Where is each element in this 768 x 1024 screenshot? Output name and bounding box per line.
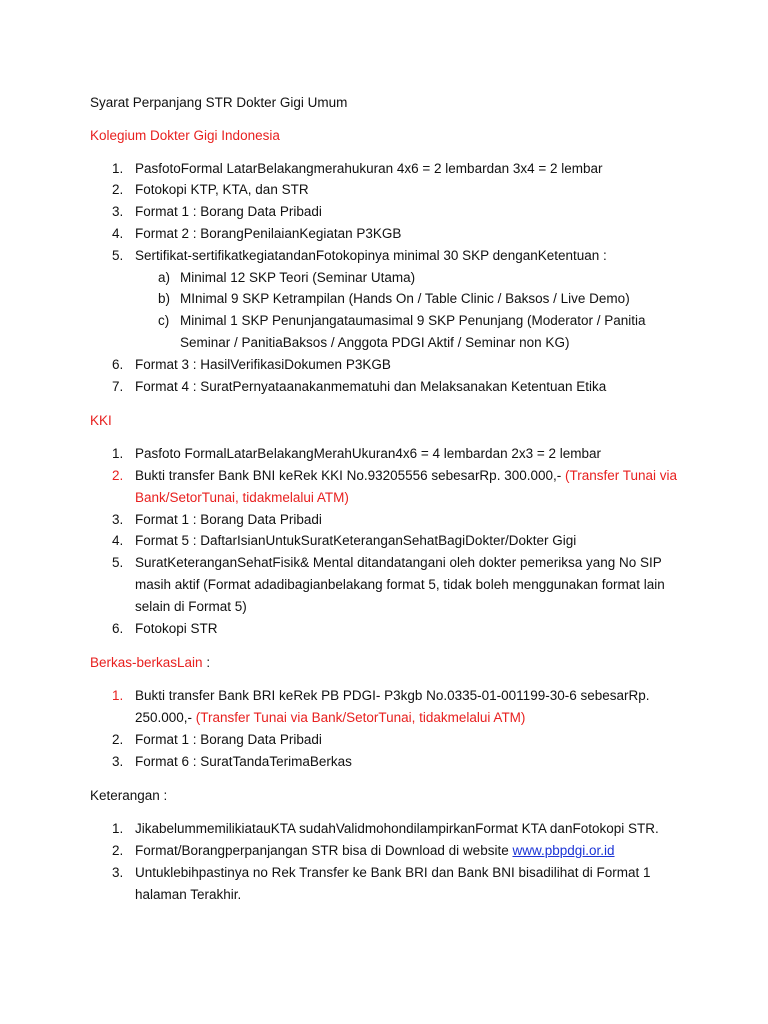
sub-list-item [90, 288, 690, 310]
list-kolegium [90, 158, 690, 398]
item-number: 6. [112, 620, 124, 636]
section-heading-berkas [90, 652, 690, 674]
document-title: Syarat Perpanjang STR Dokter Gigi Umum [90, 95, 348, 110]
list-item [90, 223, 690, 245]
list-item [90, 618, 690, 640]
item-text: Fotokopi STR [135, 620, 218, 636]
list-item [90, 509, 690, 531]
list-item [90, 840, 690, 862]
item-number: 2. [112, 731, 124, 747]
item-text: Fotokopi KTP, KTA, dan STR [135, 182, 309, 198]
item-text: Format 3 : HasilVerifikasiDokumen P3KGB [135, 356, 391, 372]
list-item [90, 552, 690, 617]
item-number: 4. [112, 225, 124, 241]
item-number: 1. [112, 446, 124, 462]
list-item [90, 465, 690, 509]
item-number: 5. [112, 247, 124, 263]
item-text: Format 4 : SuratPernyataanakanmematuhi dan Melaksanakan Ketentuan Etika [135, 378, 607, 394]
item-number: 5. [112, 555, 124, 571]
website-link[interactable]: www.pbpdgi.or.id [512, 842, 615, 858]
sub-item-text: MInimal 9 SKP Ketrampilan (Hands On / Table Clinic / Baksos / Live Demo) [180, 291, 630, 307]
item-text: Format 6 : SuratTandaTerimaBerkas [135, 753, 352, 769]
section-heading-kki: KKI [90, 413, 112, 429]
item-number: 3. [112, 511, 124, 527]
list-berkas [90, 685, 690, 772]
item-text: Format 2 : BorangPenilaianKegiatan P3KGB [135, 225, 402, 241]
list-item [90, 376, 690, 398]
item-number: 2. [112, 842, 124, 858]
document [90, 92, 690, 905]
item-text: Bukti transfer Bank BNI keRek KKI No.93205556 sebesarRp. 300.000,- [135, 467, 565, 483]
item-number: 4. [112, 533, 124, 549]
list-item [90, 158, 690, 180]
section-heading-keterangan: Keterangan : [90, 788, 168, 804]
list-item [90, 729, 690, 751]
sub-item-letter: c) [158, 313, 170, 329]
item-number: 1. [112, 160, 124, 176]
item-text: Format 1 : Borang Data Pribadi [135, 731, 322, 747]
item-text: Format/Borangperpanjangan STR bisa di Download di website [135, 842, 513, 858]
item-text: Bukti transfer Bank BRI keRek PB PDGI- P3kgb No.0335-01-001199-30-6 sebesarRp. 250.000,- [135, 688, 650, 725]
list-item [90, 179, 690, 201]
sub-list-item [90, 310, 690, 354]
item-note-red: (Transfer Tunai via Bank/SetorTunai, tidakmelalui ATM) [195, 709, 526, 725]
item-text: JikabelummemilikiatauKTA sudahValidmohondilampirkanFormat KTA danFotokopi STR. [135, 821, 659, 837]
sub-item-text: Minimal 1 SKP Penunjangataumasimal 9 SKP Penunjang (Moderator / Panitia Seminar / PanitiaBaksos / Anggota PDGI Aktif / Seminar non KG) [180, 313, 646, 350]
list-item [90, 245, 690, 354]
section-heading-kolegium: Kolegium Dokter Gigi Indonesia [90, 127, 280, 143]
item-number: 3. [112, 753, 124, 769]
item-number: 2. [112, 182, 124, 198]
item-number: 3. [112, 864, 124, 880]
list-item [90, 862, 690, 906]
sub-list-skp [135, 267, 690, 354]
item-number: 2. [112, 467, 124, 483]
item-number: 1. [112, 688, 124, 704]
item-text: Pasfoto FormalLatarBelakangMerahUkuran4x6 = 4 lembardan 2x3 = 2 lembar [135, 446, 602, 462]
list-item [90, 443, 690, 465]
list-item [90, 685, 690, 729]
item-text: Format 1 : Borang Data Pribadi [135, 204, 322, 220]
item-number: 3. [112, 204, 124, 220]
item-text: Format 5 : DaftarIsianUntukSuratKeteranganSehatBagiDokter/Dokter Gigi [135, 533, 577, 549]
item-text: Format 1 : Borang Data Pribadi [135, 511, 322, 527]
item-text: SuratKeteranganSehatFisik& Mental ditandatangani oleh dokter pemeriksa yang No SIP masih aktif (Format adadibagianbelakang format 5, tidak boleh menggunakan format lain selain di Format 5) [135, 555, 665, 614]
list-item [90, 751, 690, 773]
heading-text: Berkas-berkasLain [90, 655, 203, 671]
list-item [90, 530, 690, 552]
list-item [90, 201, 690, 223]
item-text: PasfotoFormal LatarBelakangmerahukuran 4x6 = 2 lembardan 3x4 = 2 lembar [135, 160, 603, 176]
sub-item-letter: b) [158, 291, 171, 307]
item-note-red: (Transfer Tunai via Bank/SetorTunai, tidakmelalui ATM) [135, 467, 678, 505]
list-keterangan [90, 818, 690, 905]
sub-list-item [90, 267, 690, 289]
list-item [90, 818, 690, 840]
heading-suffix: : [202, 655, 211, 671]
sub-item-text: Minimal 12 SKP Teori (Seminar Utama) [180, 269, 416, 285]
item-number: 7. [112, 378, 124, 394]
item-text: Untuklebihpastinya no Rek Transfer ke Bank BRI dan Bank BNI bisadilihat di Format 1 halaman Terakhir. [135, 864, 651, 902]
item-number: 6. [112, 356, 124, 372]
sub-item-letter: a) [158, 269, 171, 285]
list-kki [90, 443, 690, 639]
list-item [90, 354, 690, 376]
item-text: Sertifikat-sertifikatkegiatandanFotokopinya minimal 30 SKP denganKetentuan : [135, 247, 607, 263]
item-number: 1. [112, 821, 124, 837]
